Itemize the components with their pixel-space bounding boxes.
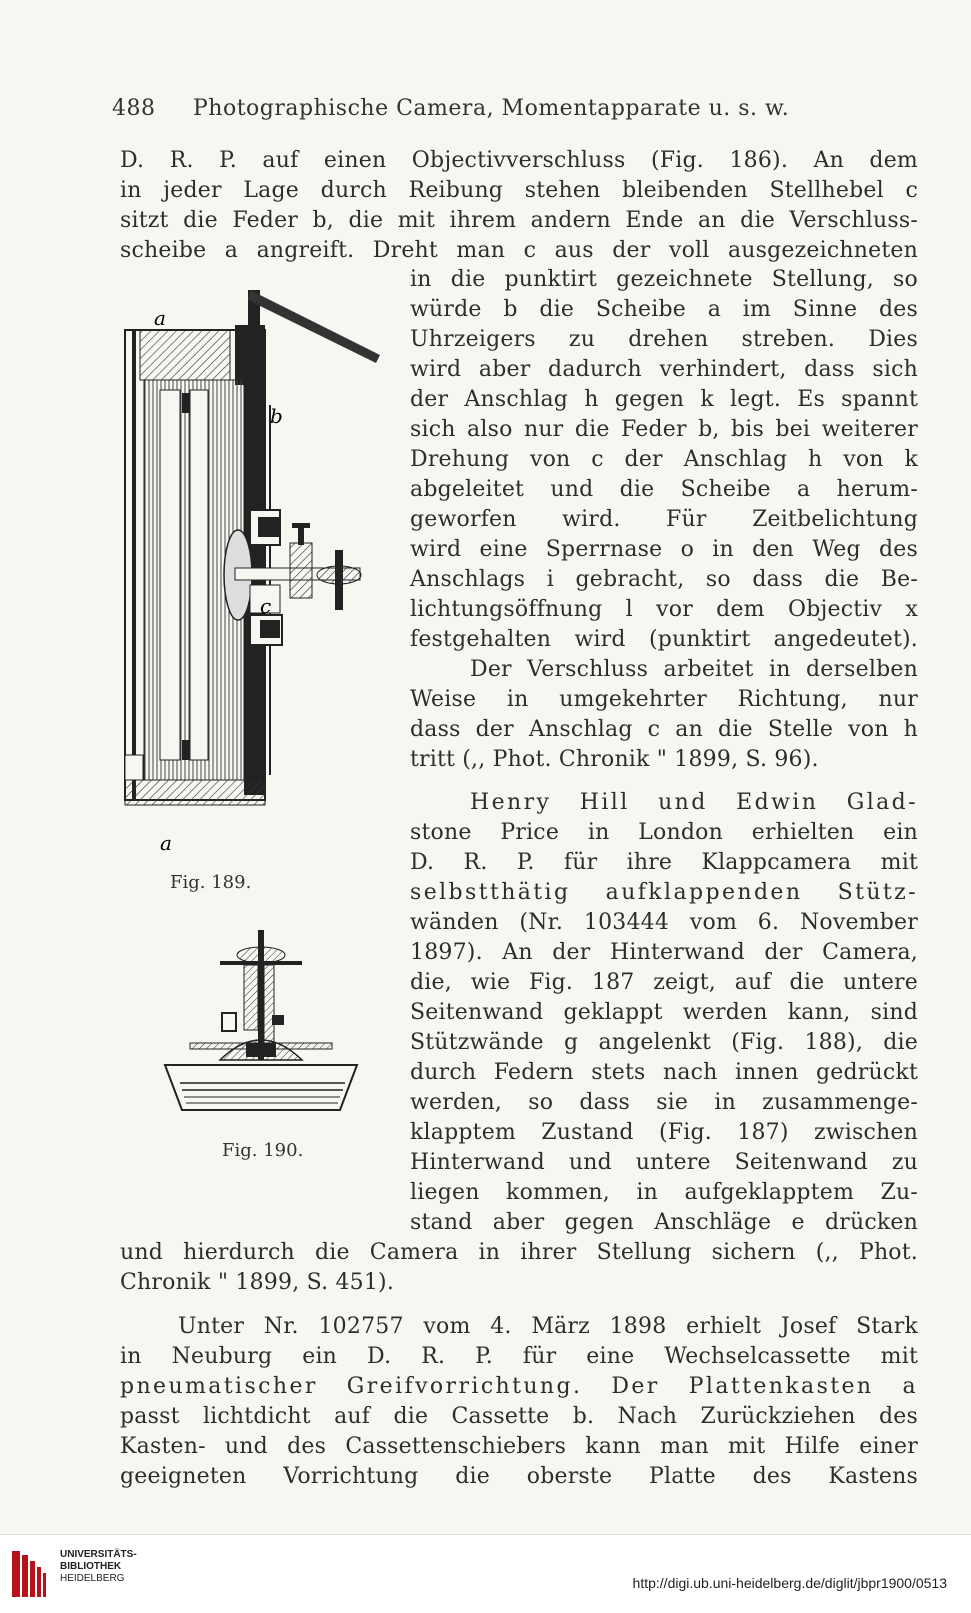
text-line: dass der Anschlag c an die Stelle von h — [410, 717, 918, 742]
text-line: sitzt die Feder b, die mit ihrem andern Ende an die Verschluss- — [120, 208, 918, 233]
figure-189-caption: Fig. 189. — [170, 872, 252, 893]
text-line: stone Price in London erhielten ein — [410, 820, 918, 845]
text-line: Chronik " 1899, S. 451). — [120, 1270, 395, 1295]
text-line: geworfen wird. Für Zeitbelichtung — [410, 507, 918, 532]
text-line: lichtungsöffnung l vor dem Objectiv x — [410, 597, 918, 622]
text-line: selbstthätig aufklappenden Stütz- — [410, 880, 918, 905]
text-line: Stützwände g angelenkt (Fig. 188), die — [410, 1030, 918, 1055]
text-line: in Neuburg ein D. R. P. für eine Wechselcassette mit — [120, 1344, 918, 1369]
text-line: die, wie Fig. 187 zeigt, auf die untere — [410, 970, 918, 995]
figure-label-a-bottom: a — [160, 831, 172, 855]
text-line: D. R. P. auf einen Objectivverschluss (Fig. 186). An dem — [120, 148, 918, 173]
text-line: in jeder Lage durch Reibung stehen bleibenden Stellhebel c — [120, 178, 918, 203]
library-logo-icon — [10, 1549, 54, 1599]
text-line: sich also nur die Feder b, bis bei weiterer — [410, 417, 918, 442]
text-line: Der Verschluss arbeitet in derselben — [470, 657, 918, 682]
text-line: pneumatischer Greifvorrichtung. Der Plattenkasten a — [120, 1374, 918, 1399]
figure-label-c: c — [260, 594, 272, 618]
text-line: Drehung von c der Anschlag h von k — [410, 447, 918, 472]
text-line: klapptem Zustand (Fig. 187) zwischen — [410, 1120, 918, 1145]
source-url-link[interactable]: http://digi.ub.uni-heidelberg.de/diglit/jbpr1900/0513 — [632, 1575, 947, 1591]
text-line: Unter Nr. 102757 vom 4. März 1898 erhielt Josef Stark — [178, 1314, 918, 1339]
figure-190-mechanism-drawing — [160, 925, 370, 1135]
text-line: Hinterwand und untere Seitenwand zu — [410, 1150, 918, 1175]
text-line: würde b die Scheibe a im Sinne des — [410, 297, 918, 322]
text-line: der Anschlag h gegen k legt. Es spannt — [410, 387, 918, 412]
text-line: und hierdurch die Camera in ihrer Stellung sichern (,, Phot. — [120, 1240, 918, 1265]
text-line: tritt (,, Phot. Chronik " 1899, S. 96). — [410, 747, 819, 772]
running-header — [112, 96, 912, 121]
figure-label-b: b — [270, 404, 283, 428]
text-line: geeigneten Vorrichtung die oberste Platte des Kastens — [120, 1464, 918, 1489]
text-line: Anschlags i gebracht, so dass die Be- — [410, 567, 918, 592]
text-line: D. R. P. für ihre Klappcamera mit — [410, 850, 918, 875]
text-line: scheibe a angreift. Dreht man c aus der voll ausgezeichneten — [120, 238, 918, 263]
text-line: Henry Hill und Edwin Glad- — [470, 790, 918, 815]
library-name-line: HEIDELBERG — [60, 1573, 125, 1584]
footer-bar — [0, 1534, 971, 1613]
text-line: 1897). An der Hinterwand der Camera, — [410, 940, 918, 965]
running-title: Photographische Camera, Momentapparate u. s. w. — [193, 96, 790, 121]
text-line: Uhrzeigers zu drehen streben. Dies — [410, 327, 918, 352]
library-name-line: UNIVERSITÄTS- — [60, 1549, 137, 1560]
text-line: Kasten- und des Cassettenschiebers kann man mit Hilfe einer — [120, 1434, 918, 1459]
library-name — [60, 1549, 137, 1585]
text-line: Weise in umgekehrter Richtung, nur — [410, 687, 918, 712]
library-name-line: BIBLIOTHEK — [60, 1561, 122, 1572]
text-line: wänden (Nr. 103444 vom 6. November — [410, 910, 918, 935]
page-number: 488 — [112, 96, 156, 121]
figure-189-shutter-drawing — [120, 285, 395, 865]
text-line: werden, so dass sie in zusammenge- — [410, 1090, 918, 1115]
text-line: Seitenwand geklappt werden kann, sind — [410, 1000, 918, 1025]
text-line: stand aber gegen Anschläge e drücken — [410, 1210, 918, 1235]
text-line: liegen kommen, in aufgeklapptem Zu- — [410, 1180, 918, 1205]
text-line: passt lichtdicht auf die Cassette b. Nach Zurückziehen des — [120, 1404, 918, 1429]
text-line: in die punktirt gezeichnete Stellung, so — [410, 267, 918, 292]
text-line: durch Federn stets nach innen gedrückt — [410, 1060, 918, 1085]
text-line: wird aber dadurch verhindert, dass sich — [410, 357, 918, 382]
figure-190-caption: Fig. 190. — [222, 1140, 304, 1161]
text-line: festgehalten wird (punktirt angedeutet). — [410, 627, 918, 652]
text-line: abgeleitet und die Scheibe a herum- — [410, 477, 918, 502]
text-line: wird eine Sperrnase o in den Weg des — [410, 537, 918, 562]
figure-label-a-top: a — [154, 306, 166, 330]
